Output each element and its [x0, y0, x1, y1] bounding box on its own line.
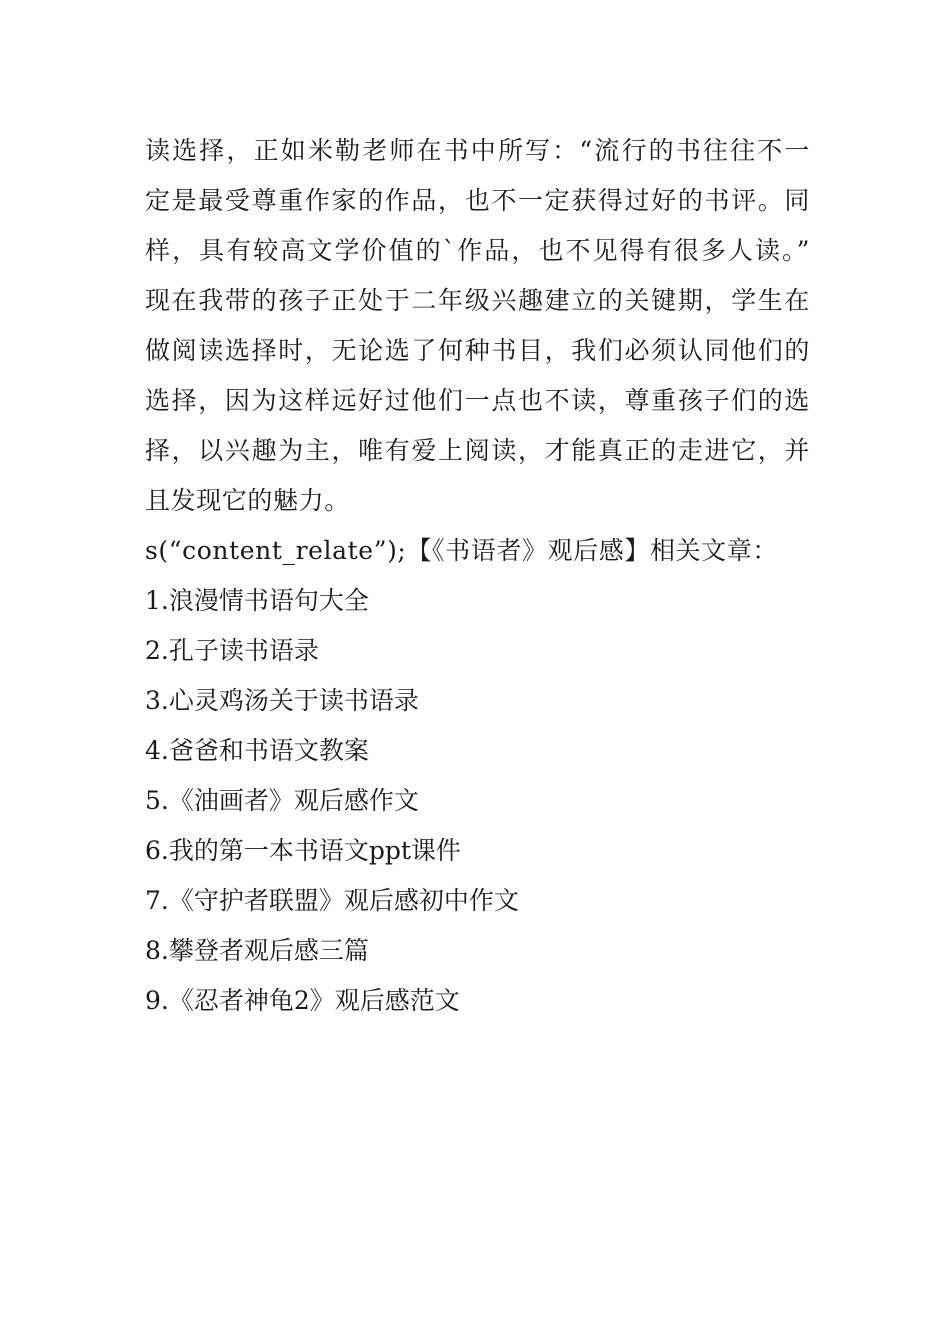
related-article-link-4[interactable]: 4.爸爸和书语文教案	[145, 736, 369, 765]
related-article-link-9[interactable]: 9.《忍者神龟2》观后感范文	[145, 986, 460, 1015]
related-article-link-8[interactable]: 8.攀登者观后感三篇	[145, 936, 369, 965]
paragraph-line-4: 现在我带的孩子正处于二年级兴趣建立的关键期，学生在	[145, 286, 810, 315]
related-article-link-3[interactable]: 3.心灵鸡汤关于读书语录	[145, 686, 419, 715]
paragraph-line-1: 读选择，正如米勒老师在书中所写：“流行的书往往不一	[145, 136, 810, 165]
paragraph-line-8: 且发现它的魅力。	[145, 486, 350, 515]
document-page	[145, 126, 810, 1026]
related-article-link-1[interactable]: 1.浪漫情书语句大全	[145, 586, 369, 615]
related-articles-header: s(“content_relate”);【《书语者》观后感】相关文章：	[145, 536, 778, 565]
paragraph-line-7: 择，以兴趣为主，唯有爱上阅读，才能真正的走进它，并	[145, 436, 810, 465]
paragraph-line-2: 定是最受尊重作家的作品，也不一定获得过好的书评。同	[145, 186, 810, 215]
related-article-link-5[interactable]: 5.《油画者》观后感作文	[145, 786, 419, 815]
related-articles-list	[145, 576, 810, 1026]
related-article-link-7[interactable]: 7.《守护者联盟》观后感初中作文	[145, 886, 519, 915]
body-paragraph	[145, 126, 810, 526]
paragraph-line-3: 样，具有较高文学价值的`作品，也不见得有很多人读。”	[145, 236, 810, 265]
paragraph-line-5: 做阅读选择时，无论选了何种书目，我们必须认同他们的	[145, 336, 810, 365]
related-article-link-2[interactable]: 2.孔子读书语录	[145, 636, 319, 665]
related-article-link-6[interactable]: 6.我的第一本书语文ppt课件	[145, 836, 461, 865]
paragraph-line-6: 选择，因为这样远好过他们一点也不读，尊重孩子们的选	[145, 386, 810, 415]
